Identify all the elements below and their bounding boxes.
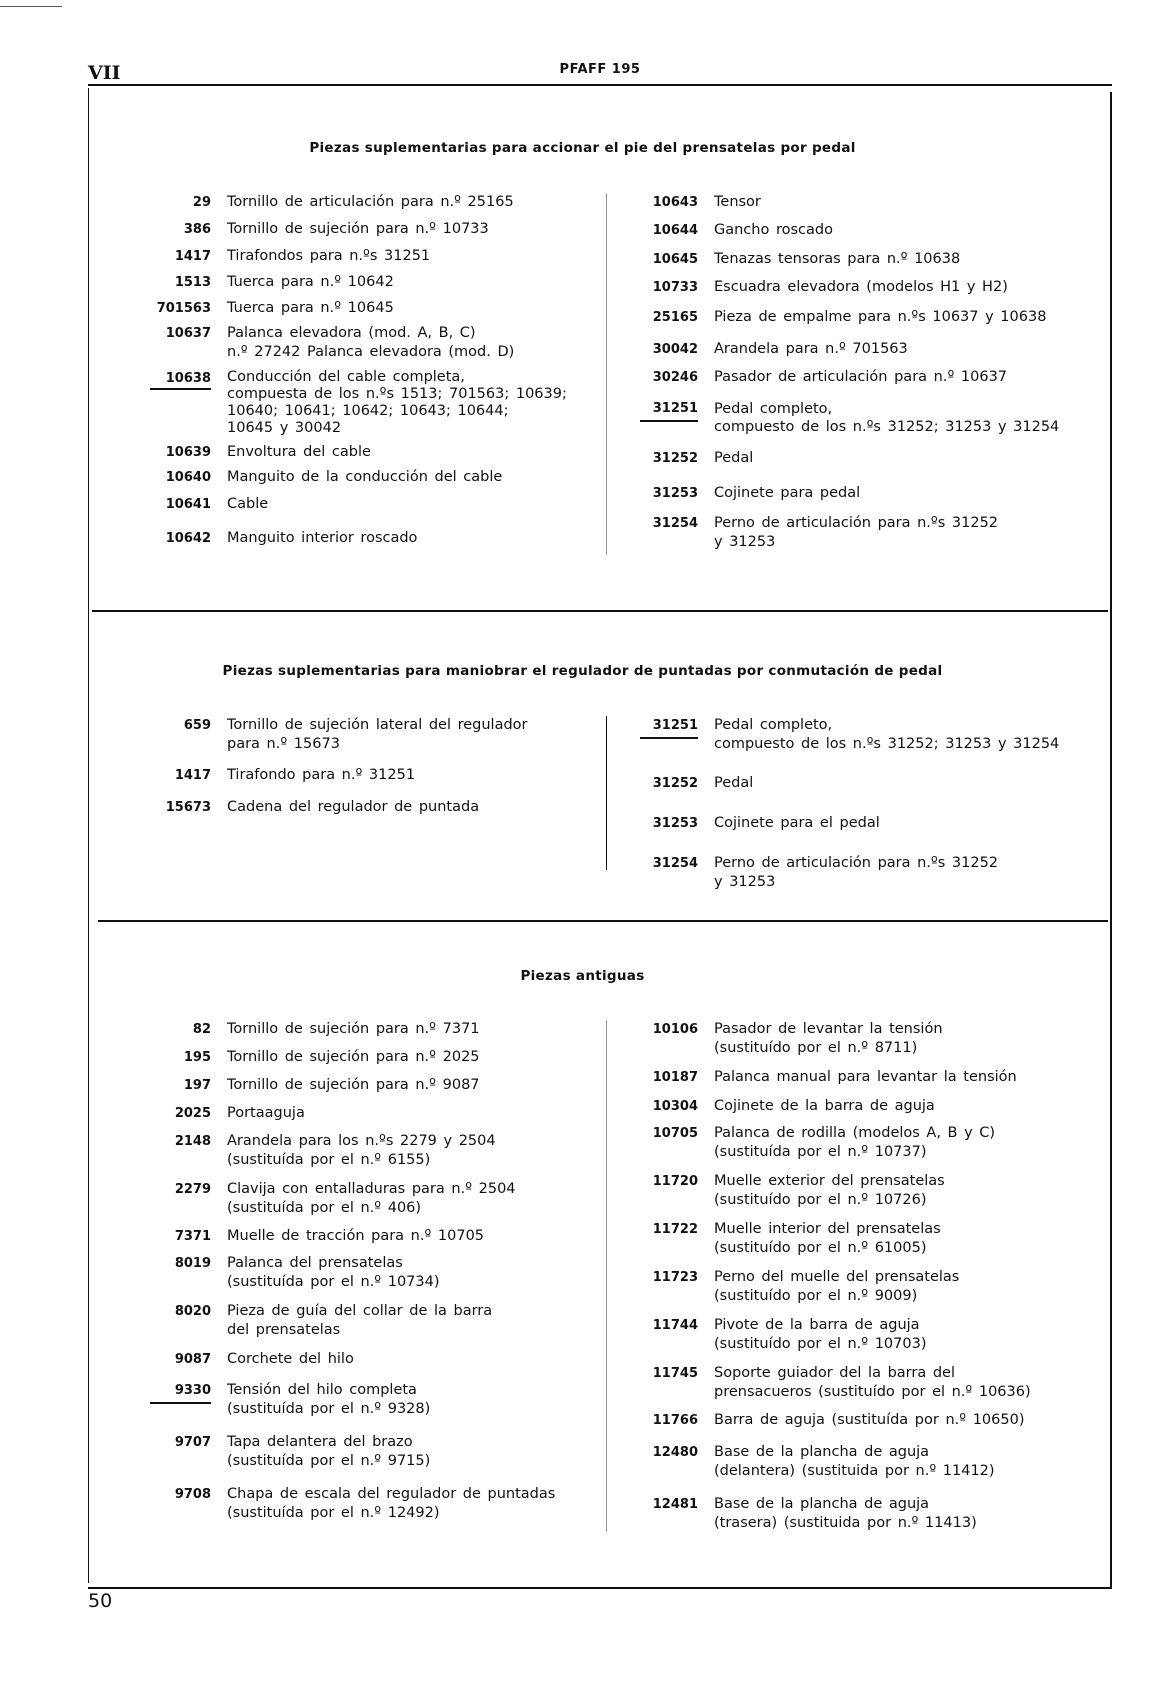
part-description: Palanca manual para levantar la tensión xyxy=(714,1069,1017,1085)
part-number: 9087 xyxy=(174,1352,211,1367)
part-number: 1513 xyxy=(174,275,211,290)
list-item xyxy=(640,484,1100,503)
part-description: Corchete del hilo xyxy=(227,1351,354,1367)
section-2-left-column xyxy=(150,716,590,817)
part-description: Tornillo de articulación para n.º 25165 xyxy=(227,194,514,210)
part-description: Base de la plancha de aguja (delantera) (sustituida por n.º 11412) xyxy=(714,1444,995,1479)
list-item xyxy=(640,774,1100,793)
part-number: 659 xyxy=(183,718,211,733)
part-number: 10705 xyxy=(652,1126,698,1141)
part-number: 82 xyxy=(192,1022,211,1037)
part-number: 10644 xyxy=(652,223,698,238)
list-item xyxy=(150,273,590,292)
list-item xyxy=(640,368,1100,387)
part-number: 2148 xyxy=(174,1134,211,1149)
list-item xyxy=(640,1068,1100,1087)
part-description: Palanca del prensatelas (sustituída por el n.º 10734) xyxy=(227,1255,440,1290)
list-item xyxy=(640,1020,1100,1058)
section-title-1: Piezas suplementarias para accionar el pie del prensatelas por pedal xyxy=(309,140,856,156)
part-description: Tensión del hilo completa (sustituída por el n.º 9328) xyxy=(227,1382,431,1417)
part-number: 10641 xyxy=(165,497,211,512)
part-description: Chapa de escala del regulador de puntadas (sustituída por el n.º 12492) xyxy=(227,1486,556,1521)
list-item xyxy=(150,193,590,212)
part-number: 11745 xyxy=(652,1366,698,1381)
part-number: 29 xyxy=(192,195,211,210)
part-description: Tirafondos para n.ºs 31251 xyxy=(227,248,431,264)
frame-top xyxy=(88,84,1112,86)
part-number: 10733 xyxy=(652,280,698,295)
part-number: 15673 xyxy=(165,800,211,815)
part-number: 10106 xyxy=(652,1022,698,1037)
part-description: Muelle interior del prensatelas (sustituído por el n.º 61005) xyxy=(714,1221,941,1256)
section-divider-1 xyxy=(92,610,1108,612)
list-item xyxy=(640,1411,1100,1430)
list-item xyxy=(640,278,1100,297)
list-item xyxy=(150,324,590,362)
part-number: 8019 xyxy=(174,1256,211,1271)
scan-mark xyxy=(0,6,62,7)
part-description: Tornillo de sujeción para n.º 2025 xyxy=(227,1049,480,1065)
list-item xyxy=(150,798,590,817)
list-item xyxy=(150,716,590,754)
part-number: 10642 xyxy=(165,531,211,546)
part-description: Escuadra elevadora (modelos H1 y H2) xyxy=(714,279,1008,295)
part-description: Tuerca para n.º 10645 xyxy=(227,300,394,316)
part-number: 31253 xyxy=(652,486,698,501)
part-number: 1417 xyxy=(174,768,211,783)
list-item xyxy=(150,1227,590,1246)
part-number: 10640 xyxy=(165,470,211,485)
list-item xyxy=(150,369,590,437)
column-divider-2 xyxy=(606,716,607,870)
column-divider-1 xyxy=(606,193,607,555)
part-number: 195 xyxy=(183,1050,211,1065)
part-number: 12480 xyxy=(652,1445,698,1460)
section-3-left-column xyxy=(150,1020,590,1523)
list-item xyxy=(150,1433,590,1471)
part-description: Manguito interior roscado xyxy=(227,530,418,546)
column-divider-3 xyxy=(606,1020,607,1532)
part-description: Manguito de la conducción del cable xyxy=(227,469,503,485)
part-description: Tornillo de sujeción para n.º 10733 xyxy=(227,221,489,237)
part-number: 11723 xyxy=(652,1270,698,1285)
list-item xyxy=(640,250,1100,269)
part-description: Pasador de articulación para n.º 10637 xyxy=(714,369,1008,385)
part-description: Tensor xyxy=(714,194,761,210)
part-description: Soporte guiador del la barra del prensacueros (sustituído por el n.º 10636) xyxy=(714,1365,1031,1400)
list-item xyxy=(150,220,590,239)
part-description: Perno de articulación para n.ºs 31252 y 31253 xyxy=(714,855,999,890)
section-1-left-column xyxy=(150,193,590,548)
part-number: 9707 xyxy=(174,1435,211,1450)
list-item xyxy=(640,221,1100,240)
part-number: 31252 xyxy=(652,776,698,791)
list-item xyxy=(150,443,590,462)
part-description: Palanca de rodilla (modelos A, B y C) (sustituída por el n.º 10737) xyxy=(714,1125,996,1160)
part-number: 10637 xyxy=(165,326,211,341)
part-description: Cadena del regulador de puntada xyxy=(227,799,480,815)
part-number: 1417 xyxy=(174,249,211,264)
part-description: Cojinete para pedal xyxy=(714,485,861,501)
part-number: 31252 xyxy=(652,451,698,466)
part-number: 386 xyxy=(183,222,211,237)
part-description: Muelle de tracción para n.º 10705 xyxy=(227,1228,485,1244)
part-number: 31254 xyxy=(652,856,698,871)
part-description: Cojinete de la barra de aguja xyxy=(714,1098,935,1114)
list-item xyxy=(150,1104,590,1123)
list-item xyxy=(150,1180,590,1218)
part-description: Envoltura del cable xyxy=(227,444,371,460)
list-item xyxy=(640,514,1100,552)
list-item xyxy=(150,1350,590,1369)
list-item xyxy=(640,1364,1100,1402)
section-title-2: Piezas suplementarias para maniobrar el regulador de puntadas por conmutación de pedal xyxy=(222,663,943,679)
list-item xyxy=(150,495,590,514)
part-number: 31253 xyxy=(652,816,698,831)
part-number: 11766 xyxy=(652,1413,698,1428)
list-item xyxy=(640,193,1100,212)
part-description: Pedal xyxy=(714,450,754,466)
part-number: 9708 xyxy=(174,1487,211,1502)
list-item xyxy=(640,340,1100,359)
part-number: 31251 xyxy=(640,716,698,735)
part-description: Pasador de levantar la tensión (sustituído por el n.º 8711) xyxy=(714,1021,943,1056)
part-description: Tornillo de sujeción para n.º 9087 xyxy=(227,1077,480,1093)
corner-label: VII xyxy=(88,62,121,84)
list-item xyxy=(150,468,590,487)
part-description: Gancho roscado xyxy=(714,222,833,238)
section-1-right-column xyxy=(640,193,1100,552)
list-item xyxy=(640,854,1100,892)
part-description: Perno del muelle del prensatelas (sustituído por el n.º 9009) xyxy=(714,1269,960,1304)
section-title-3: Piezas antiguas xyxy=(520,968,645,984)
part-number: 701563 xyxy=(156,301,211,316)
part-number: 10638 xyxy=(150,369,211,386)
part-description: Tapa delantera del brazo (sustituída por el n.º 9715) xyxy=(227,1434,431,1469)
part-number: 11722 xyxy=(652,1222,698,1237)
header-title: PFAFF 195 xyxy=(559,62,641,77)
part-number: 10645 xyxy=(652,252,698,267)
list-item xyxy=(640,1495,1100,1533)
list-item xyxy=(640,1443,1100,1481)
part-description: Palanca elevadora (mod. A, B, C) n.º 27242 Palanca elevadora (mod. D) xyxy=(227,325,515,360)
list-item xyxy=(640,1097,1100,1116)
list-item xyxy=(150,1132,590,1170)
list-item xyxy=(640,716,1100,754)
part-description: Cojinete para el pedal xyxy=(714,815,880,831)
part-number: 25165 xyxy=(652,310,698,325)
part-description: Pivote de la barra de aguja (sustituído por el n.º 10703) xyxy=(714,1317,927,1352)
part-number: 9330 xyxy=(150,1381,211,1400)
section-divider-2 xyxy=(98,920,1108,922)
list-item xyxy=(640,308,1100,327)
list-item xyxy=(640,400,1100,436)
section-3-right-column xyxy=(640,1020,1100,1533)
list-item xyxy=(640,449,1100,468)
part-number: 10304 xyxy=(652,1099,698,1114)
page-number: 50 xyxy=(88,1590,113,1612)
part-description: Arandela para los n.ºs 2279 y 2504 (sustituída por el n.º 6155) xyxy=(227,1133,496,1168)
list-item xyxy=(640,814,1100,833)
part-description: Muelle exterior del prensatelas (sustituído por el n.º 10726) xyxy=(714,1173,945,1208)
part-number: 10639 xyxy=(165,445,211,460)
list-item xyxy=(150,299,590,318)
part-number: 10187 xyxy=(652,1070,698,1085)
part-description: Cable xyxy=(227,496,269,512)
part-description: Tuerca para n.º 10642 xyxy=(227,274,394,290)
part-number: 2279 xyxy=(174,1182,211,1197)
part-description: Pedal completo, compuesto de los n.ºs 31252; 31253 y 31254 xyxy=(714,717,1060,752)
part-number: 11720 xyxy=(652,1174,698,1189)
part-description: Barra de aguja (sustituída por n.º 10650) xyxy=(714,1412,1025,1428)
part-number: 197 xyxy=(183,1078,211,1093)
list-item xyxy=(150,766,590,785)
part-description: Pedal xyxy=(714,775,754,791)
part-number: 7371 xyxy=(174,1229,211,1244)
part-description: Conducción del cable completa, compuesta de los n.ºs 1513; 701563; 10639; 10640; 10641; 10642; 10643; 10644; 10645 y 30042 xyxy=(227,369,567,436)
list-item xyxy=(150,1076,590,1095)
list-item xyxy=(150,1254,590,1292)
frame-bottom xyxy=(88,1587,1112,1589)
frame-right xyxy=(1110,92,1112,1589)
list-item xyxy=(150,247,590,266)
frame-left xyxy=(88,88,89,1583)
list-item xyxy=(640,1172,1100,1210)
part-number: 2025 xyxy=(174,1106,211,1121)
part-description: Clavija con entalladuras para n.º 2504 (sustituída por el n.º 406) xyxy=(227,1181,516,1216)
part-description: Tirafondo para n.º 31251 xyxy=(227,767,416,783)
list-item xyxy=(150,529,590,548)
part-description: Base de la plancha de aguja (trasera) (sustituida por n.º 11413) xyxy=(714,1496,977,1531)
list-item xyxy=(640,1316,1100,1354)
part-description: Pieza de guía del collar de la barra del prensatelas xyxy=(227,1303,493,1338)
part-description: Tenazas tensoras para n.º 10638 xyxy=(714,251,961,267)
part-number: 8020 xyxy=(174,1304,211,1319)
list-item xyxy=(150,1048,590,1067)
part-number: 11744 xyxy=(652,1318,698,1333)
list-item xyxy=(150,1020,590,1039)
part-number: 31254 xyxy=(652,516,698,531)
part-number: 30042 xyxy=(652,342,698,357)
list-item xyxy=(640,1268,1100,1306)
list-item xyxy=(150,1485,590,1523)
list-item xyxy=(640,1124,1100,1162)
part-description: Perno de articulación para n.ºs 31252 y 31253 xyxy=(714,515,999,550)
part-number: 12481 xyxy=(652,1497,698,1512)
part-description: Pieza de empalme para n.ºs 10637 y 10638 xyxy=(714,309,1047,325)
list-item xyxy=(640,1220,1100,1258)
list-item xyxy=(150,1381,590,1419)
part-description: Pedal completo, compuesto de los n.ºs 31252; 31253 y 31254 xyxy=(714,401,1060,435)
part-number: 30246 xyxy=(652,370,698,385)
part-description: Arandela para n.º 701563 xyxy=(714,341,908,357)
list-item xyxy=(150,1302,590,1340)
section-2-right-column xyxy=(640,716,1100,892)
part-description: Tornillo de sujeción lateral del regulador para n.º 15673 xyxy=(227,717,528,752)
part-number: 31251 xyxy=(640,400,698,418)
part-description: Tornillo de sujeción para n.º 7371 xyxy=(227,1021,480,1037)
part-description: Portaaguja xyxy=(227,1105,305,1121)
part-number: 10643 xyxy=(652,195,698,210)
